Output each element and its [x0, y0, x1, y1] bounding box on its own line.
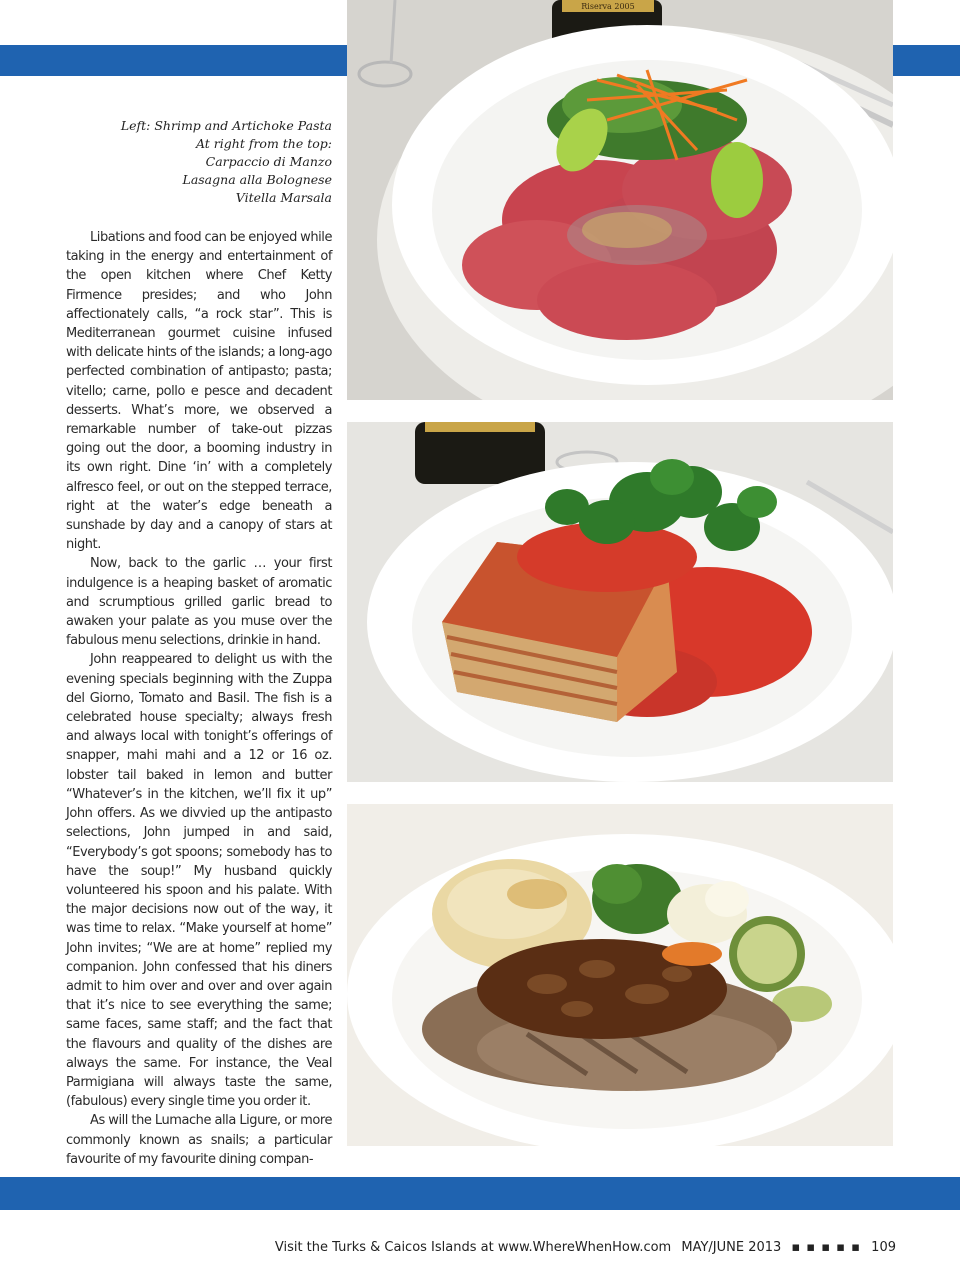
veal-marsala-photo [347, 804, 893, 1146]
article-paragraph: Libations and food can be enjoyed while taking in the energy and entertainment of the open kitchen where Chef Ketty Firmence presides; and who John affectionately calls, “a rock star”. This is Mediterranean gourmet cuisine infused with delicate hints of the islands; a long-ago perfected combination of antipasto; pasta; vitello; carne, pollo e pesce and decadent desserts. What’s more, we observed a remarkable number of take-out pizzas going out the door, a booming industry in its own right. Dine ‘in’ with a completely alfresco feel, or out on the stepped terrace, right at the water’s edge beneath a sunshade by day and a canopy of stars at night. [66, 230, 332, 553]
lasagna-photo [347, 422, 893, 782]
caption-line-veal: Vitella Marsala [235, 190, 332, 205]
carpaccio-photo [347, 0, 893, 400]
caption-line-carpaccio: Carpaccio di Manzo [205, 154, 332, 169]
page-footer [269, 1240, 896, 1255]
photo-caption [60, 117, 332, 207]
bottle-label: Riserva 2005 [581, 2, 635, 11]
caption-line-left-photo: Left: Shrimp and Artichoke Pasta [120, 118, 332, 133]
article-paragraph: As will the Lumache alla Ligure, or more commonly known as snails; a particular favourite of my favourite dining compan- [66, 1113, 332, 1167]
article-paragraph: Now, back to the garlic … your first indulgence is a heaping basket of aromatic and scrumptious grilled garlic bread to awaken your palate as you muse over the fabulous menu selections, drinkie in hand. [66, 556, 332, 649]
article-body [66, 228, 332, 1169]
page-number: 109 [871, 1240, 896, 1255]
article-paragraph: John reappeared to delight us with the evening specials beginning with the Zuppa del Giorno, Tomato and Basil. The fish is a celebrated house specialty; always fresh and always local with tonight’s offerings of snapper, mahi mahi and a 12 or 16 oz. lobster tail baked in lemon and butter “Whatever’s in the kitchen, we’ll fix it up” John offers. As we divvied up the antipasto selections, John jumped in and said, “Everybody’s got spoons; somebody has to have the soup!” My husband quickly volunteered his spoon and his palate. With the major decisions now out of the way, it was time to relax. “Make yourself at home” John invites; “We are at home” replied my companion. John confessed that his diners admit to him over and over and over again that it’s nice to see everything the same; same faces, same staff; and the fact that the flavours and quality of the dishes are always the same. For instance, the Veal Parmigiana will always taste the same, (fabulous) every single time you order it. [66, 652, 332, 1110]
bottom-color-band [0, 1177, 960, 1210]
veal-illustration [347, 804, 893, 1146]
carpaccio-illustration [347, 0, 893, 400]
caption-line-lasagna: Lasagna alla Bolognese [182, 172, 332, 187]
footer-issue: MAY/JUNE 2013 [681, 1240, 782, 1255]
lasagna-illustration [347, 422, 893, 782]
footer-dots: ▪ ▪ ▪ ▪ ▪ [791, 1240, 862, 1255]
caption-line-right-intro: At right from the top: [196, 136, 332, 151]
footer-visit-text: Visit the Turks & Caicos Islands at www.WhereWhenHow.com [274, 1240, 672, 1255]
